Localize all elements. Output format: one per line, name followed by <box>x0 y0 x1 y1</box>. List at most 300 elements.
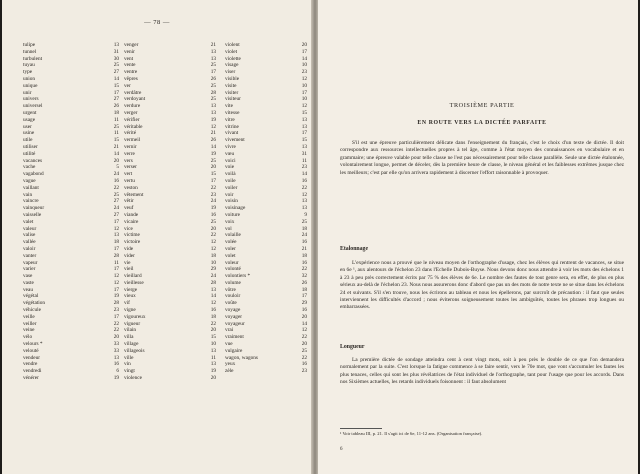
word: vitesse <box>225 109 240 116</box>
word-entry <box>124 96 216 103</box>
word: wagon, wagons <box>225 354 258 361</box>
word-entry <box>225 246 307 253</box>
word-entry <box>23 300 119 307</box>
word-entry <box>225 239 307 246</box>
word: veston <box>124 184 138 191</box>
word-level: 15 <box>301 137 307 144</box>
word-level: 14 <box>210 293 216 300</box>
word: vide <box>124 245 134 252</box>
word: voici <box>225 157 236 164</box>
word-level: 28 <box>113 252 119 259</box>
word-level: 17 <box>113 218 119 225</box>
word-level: 29 <box>301 300 307 307</box>
word: utilité <box>23 150 36 157</box>
word-entry <box>225 361 307 368</box>
word: violence <box>124 375 142 382</box>
word-level: 19 <box>113 375 119 382</box>
word: volet <box>225 252 236 259</box>
word-entry <box>23 164 119 171</box>
word-entry <box>225 321 307 328</box>
word-level: 17 <box>210 177 216 184</box>
word-entry <box>225 158 307 165</box>
word-level: 17 <box>301 48 307 55</box>
word: vœu <box>225 150 235 157</box>
word-entry <box>225 300 307 307</box>
word-entry <box>225 185 307 192</box>
word-level: 16 <box>113 361 119 368</box>
word: vers <box>124 157 133 164</box>
word-entry <box>225 62 307 69</box>
word-level: 18 <box>301 225 307 232</box>
word-level: 21 <box>210 130 216 137</box>
word-entry <box>23 219 119 226</box>
word: unique <box>23 82 38 89</box>
word-level: 15 <box>210 334 216 341</box>
word-level: 12 <box>210 300 216 307</box>
word-entry <box>124 260 216 267</box>
word: vanter <box>23 252 37 259</box>
word-entry <box>23 117 119 124</box>
word-entry <box>124 321 216 328</box>
word-entry <box>23 280 119 287</box>
word-level: 19 <box>210 150 216 157</box>
word-level: 16 <box>301 239 307 246</box>
word: yeux <box>225 361 236 368</box>
word-entry <box>124 348 216 355</box>
word: user <box>23 123 32 130</box>
word-level: 23 <box>210 191 216 198</box>
word-level: 18 <box>301 252 307 259</box>
word-entry <box>23 171 119 178</box>
word: vivre <box>225 143 236 150</box>
word-level: 28 <box>210 279 216 286</box>
word-entry <box>124 314 216 321</box>
word-level: 27 <box>113 211 119 218</box>
word: vélo <box>23 334 33 341</box>
word: voir <box>225 191 234 198</box>
word-level: 22 <box>210 232 216 239</box>
word-entry <box>23 212 119 219</box>
word-level: 25 <box>210 82 216 89</box>
word-level: 13 <box>210 361 216 368</box>
word-entry <box>23 90 119 97</box>
word-level: 27 <box>113 69 119 76</box>
word: vase <box>23 273 33 280</box>
word-entry <box>124 239 216 246</box>
word-entry <box>225 334 307 341</box>
word-entry <box>124 42 216 49</box>
word: vie <box>124 259 131 266</box>
word-level: 18 <box>113 239 119 246</box>
word-level: 14 <box>113 75 119 82</box>
word: vigoureux <box>124 313 146 320</box>
word-level: 22 <box>113 327 119 334</box>
word-entry <box>225 212 307 219</box>
word: vénérer <box>23 375 39 382</box>
word-level: 17 <box>301 89 307 96</box>
word-level: 16 <box>113 177 119 184</box>
word-level: 17 <box>210 69 216 76</box>
word-level: 13 <box>210 286 216 293</box>
word-entry <box>23 307 119 314</box>
word: vaillant <box>23 184 39 191</box>
word-entry <box>23 348 119 355</box>
word-entry <box>124 158 216 165</box>
word-entry <box>23 124 119 131</box>
word-level: 6 <box>116 368 119 375</box>
word-level: 21 <box>301 245 307 252</box>
word-level: 13 <box>113 42 119 48</box>
word-level: 13 <box>113 354 119 361</box>
word: veine <box>23 327 35 334</box>
word: ville <box>124 354 134 361</box>
word: voûte <box>225 300 237 307</box>
right-page <box>318 0 638 474</box>
word-level: 14 <box>301 55 307 62</box>
word: vent <box>124 55 134 62</box>
word: vache <box>23 164 36 171</box>
word-level: 16 <box>301 307 307 314</box>
word: vente <box>124 62 136 69</box>
word-entry <box>225 273 307 280</box>
word-level: 25 <box>210 96 216 103</box>
left-page <box>2 0 312 474</box>
word-entry <box>225 307 307 314</box>
word-entry <box>23 334 119 341</box>
word: vermeil <box>124 137 141 144</box>
word: vicaire <box>124 218 139 225</box>
word: visite <box>225 82 237 89</box>
word: vigne <box>124 307 136 314</box>
word: tuyau <box>23 62 35 69</box>
word: vendeur <box>23 354 41 361</box>
word: vagabond <box>23 171 44 178</box>
word-entry <box>225 368 307 375</box>
word-entry <box>23 151 119 158</box>
word: volée <box>225 239 237 246</box>
section-paragraph-longueur: La première dictée de sondage atteindra cent à cent vingt mots, soit à peu près le double de ce que l'on demandera normalement par la suite. C'est lorsque la fatigue commence à se faire sentir, vers le 70e mot, que vont s'accumuler les fautes les plus tenaces, celles qui sont les plus révélatrices de l'état individuel de l'orthographe, tant pour l'usage que pour les accords. Dans nos Sixièmes actuelles, les retards individuels foisonnent : il faut absolument <box>340 357 624 386</box>
word: viande <box>124 211 139 218</box>
word: voyager <box>225 313 243 320</box>
word-entry <box>225 198 307 205</box>
word-entry <box>225 144 307 151</box>
word: volonté <box>225 266 241 273</box>
word-level: 20 <box>301 42 307 48</box>
word-level: 21 <box>210 42 216 48</box>
word-level: 24 <box>301 232 307 239</box>
word-level: 26 <box>301 279 307 286</box>
word-level: 17 <box>113 266 119 273</box>
word-entry <box>124 83 216 90</box>
word-level: 24 <box>210 273 216 280</box>
word-level: 22 <box>113 184 119 191</box>
word: veille <box>23 313 35 320</box>
word-level: 25 <box>301 347 307 354</box>
word-level: 22 <box>301 354 307 361</box>
word: voisin <box>225 198 238 205</box>
word-entry <box>225 130 307 137</box>
word-level: 17 <box>113 313 119 320</box>
word-level: 20 <box>210 225 216 232</box>
word-entry <box>124 327 216 334</box>
word-entry <box>124 300 216 307</box>
word-entry <box>23 314 119 321</box>
word-entry <box>23 96 119 103</box>
word-entry <box>23 361 119 368</box>
word-level: 12 <box>113 279 119 286</box>
word: valeur <box>23 225 37 232</box>
word: voiture <box>225 211 241 218</box>
word-entry <box>225 137 307 144</box>
word-level: 13 <box>113 232 119 239</box>
word-entry <box>225 219 307 226</box>
word: vallée <box>23 239 36 246</box>
word-level: 20 <box>113 157 119 164</box>
word: visible <box>225 75 240 82</box>
word-entry <box>23 178 119 185</box>
word-entry <box>225 49 307 56</box>
word-level: 28 <box>113 300 119 307</box>
word: volontiers * <box>225 273 251 280</box>
word-level: 12 <box>210 123 216 130</box>
word-column-3 <box>225 42 307 375</box>
word-entry <box>124 151 216 158</box>
word: voix <box>225 218 235 225</box>
word-level: 23 <box>301 164 307 171</box>
word-level: 26 <box>210 137 216 144</box>
word: voler <box>225 245 236 252</box>
word-level: 24 <box>113 171 119 178</box>
word-entry <box>225 90 307 97</box>
word: zèle <box>225 368 234 375</box>
word-level: 25 <box>210 218 216 225</box>
word-level: 11 <box>113 130 119 137</box>
word: vider <box>124 252 135 259</box>
word-level: 20 <box>301 313 307 320</box>
word-level: 14 <box>210 143 216 150</box>
word-level: 19 <box>210 205 216 212</box>
word-level: 9 <box>304 211 307 218</box>
section-heading-longueur: Longueur <box>340 344 365 350</box>
word: vitre <box>225 116 235 123</box>
word-level: 18 <box>301 286 307 293</box>
section-paragraph-etalonnage: L'expérience nous a prouvé que le niveau moyen de l'orthographe d'usage, chez les élèves qui rentrent de vacances, se situe en 6e ¹, aux alentours de l'échelon 23 dans l'Echelle Dubois-Buyse. Nous devons donc nous attendre à voir les mots des échelons 1 à 23 à peu près correctement écrits par 75 % des élèves de 6e. Le nombre des fautes de tout genre sera, en effet, de plus en plus sérieux au-delà de l'échelon 23. Nous nous assurerons donc d'abord que pas un des mots de notre texte ne se situe dans les échelons 24 et suivants. S'il s'en trouve, nous les écrirons au tableau et nous les épellerons, par surcroît de précaution : il faut que seules interviennent les difficultés d'accord ; nous éviterons soigneusement toutes les ambiguïtés, toutes les phrases trop longues ou embarrassées. <box>340 260 624 311</box>
word-entry <box>225 348 307 355</box>
word-entry <box>124 253 216 260</box>
word-entry <box>23 327 119 334</box>
word-level: 14 <box>113 150 119 157</box>
word: végétation <box>23 300 46 307</box>
word-entry <box>124 273 216 280</box>
word-entry <box>124 130 216 137</box>
word-entry <box>124 232 216 239</box>
word: ver <box>124 82 131 89</box>
word-level: 10 <box>210 259 216 266</box>
intro-paragraph: S'il est une épreuve particulièrement délicate dans l'enseignement du français, c'est le choix d'un texte de dictée. Il doit correspondre aux ressources intellectuelles propres à tel âge, comme à l'état moyen des connaissances en vocabulaire et en grammaire; une épreuve valable pour telle classe ne l'est pas nécessairement pour telle classe parallèle. Seule une dictée étalonnée, volontairement longue, permet de déceler, dès la première heure de classe, le niveau général et les faiblesses extrêmes jusque chez les meilleurs; c'est par elle qu'on arrivera rapidement à discerner l'effort raisonnable à provoquer. <box>340 140 624 176</box>
word: vendre <box>23 361 38 368</box>
word-level: 25 <box>113 62 119 69</box>
word-entry <box>23 375 119 382</box>
word: visiter <box>225 89 239 96</box>
word-level: 22 <box>301 184 307 191</box>
word-entry <box>225 151 307 158</box>
word-level: 30 <box>113 55 119 62</box>
word-level: 18 <box>210 313 216 320</box>
word: voisinage <box>225 205 246 212</box>
word: villageois <box>124 347 145 354</box>
word-level: 16 <box>301 361 307 368</box>
word: turbulent <box>23 55 43 62</box>
word-level: 22 <box>210 320 216 327</box>
word-entry <box>23 246 119 253</box>
word-entry <box>23 198 119 205</box>
word-entry <box>225 171 307 178</box>
word-entry <box>23 287 119 294</box>
word: violent <box>225 42 240 48</box>
word: valet <box>23 218 34 225</box>
word: voie <box>225 164 235 171</box>
word-level: 22 <box>301 266 307 273</box>
word-entry <box>225 280 307 287</box>
word-entry <box>225 117 307 124</box>
word: vôtre <box>225 286 236 293</box>
word-level: 15 <box>301 109 307 116</box>
word-level: 26 <box>210 75 216 82</box>
word-entry <box>23 273 119 280</box>
word-level: 29 <box>210 266 216 273</box>
word: vierge <box>124 286 138 293</box>
word-entry <box>225 260 307 267</box>
word: véhicule <box>23 307 41 314</box>
word-entry <box>23 232 119 239</box>
word-entry <box>124 212 216 219</box>
word-entry <box>23 321 119 328</box>
word: vitrine <box>225 123 239 130</box>
word-entry <box>124 375 216 382</box>
word: volume <box>225 279 241 286</box>
word: verdoyant <box>124 96 146 103</box>
word-level: 24 <box>210 198 216 205</box>
word-level: 13 <box>301 116 307 123</box>
word: venger <box>124 42 139 48</box>
word-level: 13 <box>210 55 216 62</box>
word-level: 23 <box>301 69 307 76</box>
word-entry <box>23 266 119 273</box>
word-level: 17 <box>301 293 307 300</box>
word: vacances <box>23 157 43 164</box>
word-level: 28 <box>210 89 216 96</box>
word-entry <box>124 117 216 124</box>
word-level: 13 <box>301 123 307 130</box>
word: viser <box>225 69 236 76</box>
word: voleur <box>225 259 239 266</box>
word-level: 31 <box>301 150 307 157</box>
word: vain <box>23 191 33 198</box>
word-entry <box>23 341 119 348</box>
word: vaincre <box>23 198 39 205</box>
word: velouté <box>23 347 39 354</box>
word: voyageur <box>225 320 245 327</box>
word-entry <box>124 266 216 273</box>
word-entry <box>124 76 216 83</box>
word: verger <box>124 109 138 116</box>
word-entry <box>124 62 216 69</box>
word: union <box>23 75 36 82</box>
word: vite <box>225 103 233 110</box>
word-entry <box>124 198 216 205</box>
word-entry <box>23 49 119 56</box>
word-entry <box>124 368 216 375</box>
word: violet <box>225 48 238 55</box>
word-entry <box>23 185 119 192</box>
word-entry <box>124 178 216 185</box>
word-entry <box>225 76 307 83</box>
word-entry <box>124 361 216 368</box>
word: vêtement <box>124 191 144 198</box>
word-level: 13 <box>301 198 307 205</box>
word: vêpres <box>124 75 138 82</box>
word: urgent <box>23 109 37 116</box>
word-level: 17 <box>301 130 307 137</box>
word-level: 13 <box>210 48 216 55</box>
word-level: 33 <box>113 347 119 354</box>
word-column-2 <box>124 42 216 382</box>
word-level: 13 <box>210 347 216 354</box>
word-level: 12 <box>301 327 307 334</box>
word: voyage <box>225 307 241 314</box>
word-entry <box>23 158 119 165</box>
word-entry <box>23 253 119 260</box>
word: vert <box>124 171 133 178</box>
word-level: 33 <box>113 341 119 348</box>
word-entry <box>225 253 307 260</box>
word-level: 15 <box>210 171 216 178</box>
word-level: 12 <box>301 191 307 198</box>
word-level: 19 <box>210 116 216 123</box>
word: villa <box>124 334 134 341</box>
word-level: 13 <box>210 103 216 110</box>
word: vrai <box>225 327 234 334</box>
word-entry <box>225 96 307 103</box>
word-level: 20 <box>210 164 216 171</box>
word: tunnel <box>23 48 37 55</box>
word-level: 25 <box>113 123 119 130</box>
word: verdâtre <box>124 89 142 96</box>
section-heading-etalonnage: Etalonnage <box>340 246 369 252</box>
word-entry <box>23 144 119 151</box>
word-entry <box>124 293 216 300</box>
word: veiller <box>23 320 37 327</box>
word: univers <box>23 96 39 103</box>
word: vingt <box>124 368 135 375</box>
word-entry <box>23 205 119 212</box>
word-entry <box>23 83 119 90</box>
word-column-1 <box>23 42 119 382</box>
word-entry <box>225 103 307 110</box>
word-level: 19 <box>210 368 216 375</box>
word-level: 12 <box>301 103 307 110</box>
word-level: 10 <box>301 96 307 103</box>
word-entry <box>225 293 307 300</box>
word-entry <box>23 192 119 199</box>
word: type <box>23 69 33 76</box>
word-entry <box>124 334 216 341</box>
word-entry <box>225 287 307 294</box>
word-entry <box>124 219 216 226</box>
word-level: 13 <box>301 143 307 150</box>
word-level: 25 <box>210 62 216 69</box>
word-entry <box>124 56 216 63</box>
